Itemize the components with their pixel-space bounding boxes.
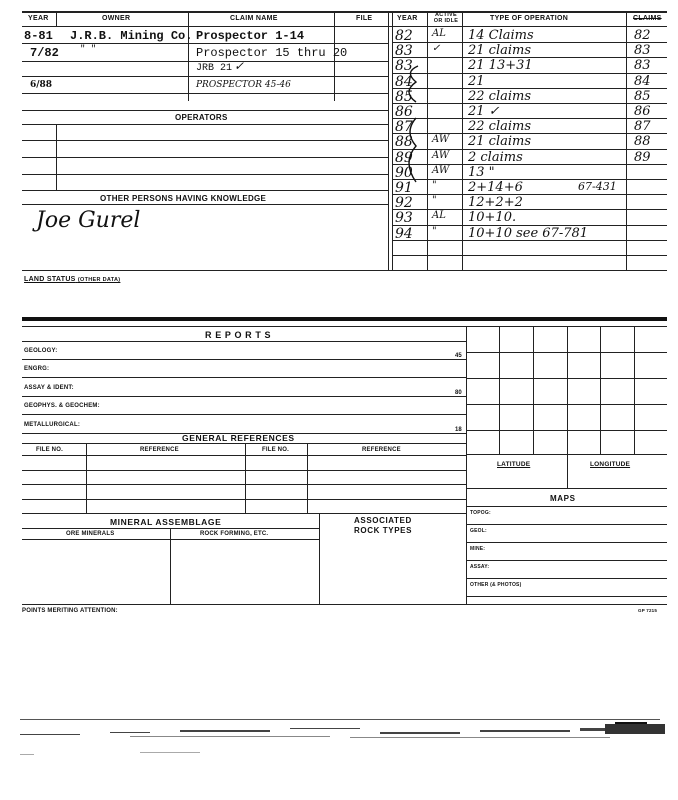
activity-status: " [432, 180, 437, 191]
header-year: YEAR [28, 15, 49, 22]
activity-claims: 89 [634, 150, 651, 165]
activity-status: AW [432, 165, 450, 176]
activity-operation: 21 claims [468, 134, 532, 149]
activity-operation: 22 claims [468, 89, 532, 104]
activity-year: 94 [395, 226, 413, 242]
activity-claims: 84 [634, 74, 651, 89]
owner-row-claim: PROSPECTOR 45-46 [196, 80, 291, 90]
longitude-label: LONGITUDE [590, 461, 631, 468]
header-type-operation: TYPE OF OPERATION [490, 15, 569, 22]
ref-reference: REFERENCE [140, 447, 179, 453]
owner-row-year: 7/82 [30, 46, 59, 60]
activity-status: AL [432, 210, 446, 221]
activity-year: 89 [395, 150, 413, 166]
brace-mark [398, 62, 428, 192]
general-references-title: GENERAL REFERENCES [182, 433, 295, 443]
maps-row-label: GEOL: [470, 528, 487, 534]
latitude-label: LATITUDE [497, 461, 531, 468]
header-claim-name: CLAIM NAME [230, 15, 278, 22]
ref-file-no: FILE NO. [36, 447, 63, 453]
report-number: 18 [455, 427, 462, 433]
activity-operation: 21 claims [468, 43, 532, 58]
activity-operation: 2 claims [468, 150, 523, 165]
activity-year: 87 [395, 119, 413, 135]
report-label: METALLURGICAL: [24, 422, 81, 428]
activity-operation: 13 " [468, 165, 495, 180]
report-label: ASSAY & IDENT: [24, 385, 74, 391]
activity-operation: 21 13+31 [468, 58, 533, 73]
header-owner: OWNER [102, 15, 131, 22]
activity-status: " [432, 226, 437, 237]
activity-operation: 10+10. [468, 210, 517, 225]
owner-row-owner: J.R.B. Mining Co. [70, 29, 193, 43]
header-active-idle: ACTIVE OR IDLE [433, 12, 459, 24]
owner-row-claim: Prospector 15 thru 20 [196, 46, 348, 60]
points-meriting-label: POINTS MERITING ATTENTION: [22, 608, 118, 614]
activity-operation: 2+14+6 [468, 180, 523, 195]
activity-operation: 21 ✓ [468, 104, 500, 119]
activity-claims: 85 [634, 89, 651, 104]
report-label: GEOLOGY: [24, 348, 58, 354]
activity-status: ✓ [432, 43, 441, 54]
activity-claims: 88 [634, 134, 651, 149]
maps-row-label: ASSAY: [470, 564, 490, 570]
owner-row-claim: Prospector 1-14 [196, 29, 305, 43]
activity-year: 82 [395, 28, 413, 44]
activity-operation: 21 [468, 74, 485, 89]
activity-status: AW [432, 134, 450, 145]
check-mark: ✓ [234, 59, 245, 73]
reports-title: R E P O R T S [205, 330, 272, 340]
activity-claims: 87 [634, 119, 651, 134]
rock-types-label: ROCK TYPES [354, 526, 413, 535]
scan-noise [20, 722, 665, 762]
header-claims: CLAIMS [633, 15, 662, 22]
activity-year: 86 [395, 104, 413, 120]
activity-year: 88 [395, 134, 413, 150]
form-number: GP 7215 [638, 608, 658, 613]
activity-status: AW [432, 150, 450, 161]
activity-year: 83 [395, 58, 413, 74]
activity-status: AL [432, 28, 446, 39]
activity-claims: 83 [634, 58, 651, 73]
activity-year: 91 [395, 180, 413, 196]
maps-row-label: OTHER (& PHOTOS) [470, 582, 522, 588]
ref-reference-2: REFERENCE [362, 447, 401, 453]
activity-year: 92 [395, 195, 413, 211]
ore-minerals-label: ORE MINERALS [66, 531, 115, 537]
ref-file-no-2: FILE NO. [262, 447, 289, 453]
activity-status: " [432, 195, 437, 206]
activity-year: 90 [395, 165, 413, 181]
activity-year: 93 [395, 210, 413, 226]
owner-row-claim: JRB 21 [196, 63, 233, 74]
activity-claims: 86 [634, 104, 651, 119]
owner-row-year: 8-81 [24, 29, 53, 43]
header-year-2: YEAR [397, 15, 418, 22]
report-number: 45 [455, 353, 462, 359]
activity-operation: 12+2+2 [468, 195, 523, 210]
operators-label: OPERATORS [175, 113, 228, 122]
other-person-name: Joe Gurel [36, 208, 141, 233]
owner-row-owner: " " [80, 44, 97, 54]
other-persons-label: OTHER PERSONS HAVING KNOWLEDGE [100, 194, 267, 203]
mineral-assemblage-title: MINERAL ASSEMBLAGE [110, 517, 222, 527]
report-number: 80 [455, 390, 462, 396]
activity-operation: 14 Claims [468, 28, 534, 43]
activity-operation: 22 claims [468, 119, 532, 134]
activity-year: 84 [395, 74, 413, 90]
maps-row-label: TOPOG: [470, 510, 491, 516]
activity-claims: 67-431 [578, 180, 617, 193]
report-label: GEOPHYS. & GEOCHEM: [24, 403, 100, 409]
maps-title: MAPS [550, 494, 576, 503]
maps-row-label: MINE: [470, 546, 486, 552]
activity-claims: 83 [634, 43, 651, 58]
activity-year: 83 [395, 43, 413, 59]
activity-operation: 10+10 see 67-781 [468, 226, 589, 241]
activity-year: 85 [395, 89, 413, 105]
rock-forming-label: ROCK FORMING, ETC. [200, 531, 269, 537]
header-file: FILE [356, 15, 373, 22]
report-label: ENGRG: [24, 366, 50, 372]
associated-label: ASSOCIATED [354, 516, 412, 525]
activity-claims: 82 [634, 28, 651, 43]
owner-row-year: 6/88 [30, 80, 53, 90]
land-status-label: LAND STATUS (OTHER DATA) [24, 276, 121, 283]
